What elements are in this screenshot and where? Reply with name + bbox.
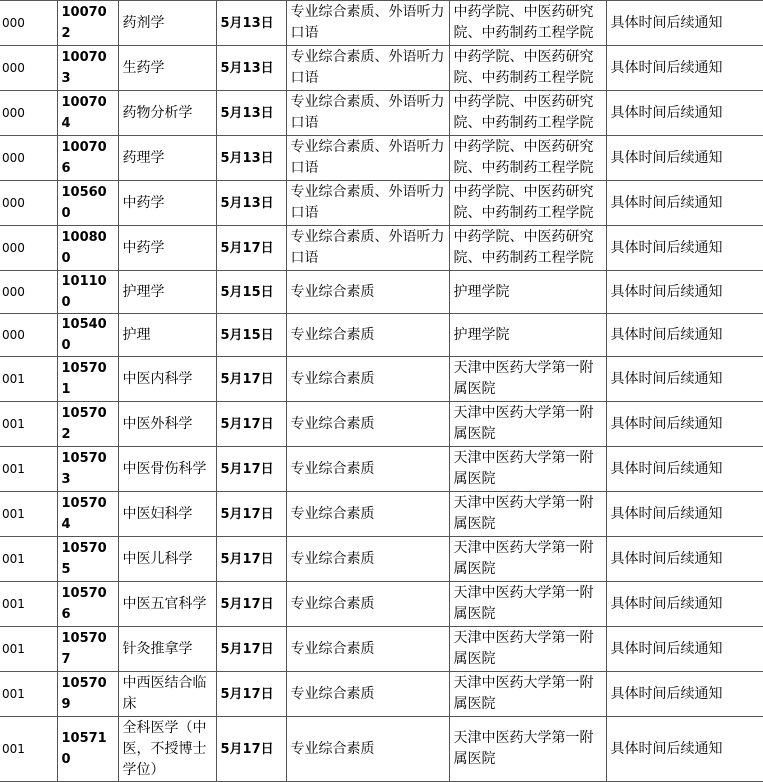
notice-cell: 具体时间后续通知 <box>606 226 763 271</box>
major-code-cell: 100702 <box>57 1 118 46</box>
table-row <box>0 271 763 314</box>
table-row <box>0 537 763 582</box>
exam-content-cell: 专业综合素质 <box>286 447 449 492</box>
major-name-cell: 中医外科学 <box>118 402 216 447</box>
notice-cell: 具体时间后续通知 <box>606 402 763 447</box>
date-cell: 5月13日 <box>216 91 286 136</box>
unit-code-cell: 001 <box>0 537 57 582</box>
major-name-cell: 全科医学（中医，不授博士学位） <box>118 717 216 782</box>
table-row <box>0 1 763 46</box>
notice-cell: 具体时间后续通知 <box>606 181 763 226</box>
college-cell: 天津中医药大学第一附属医院 <box>449 672 606 717</box>
unit-code-cell: 000 <box>0 46 57 91</box>
major-name-cell: 中药学 <box>118 181 216 226</box>
unit-code-cell: 001 <box>0 672 57 717</box>
college-cell: 中药学院、中医药研究院、中药制药工程学院 <box>449 226 606 271</box>
notice-cell: 具体时间后续通知 <box>606 357 763 402</box>
exam-content-cell: 专业综合素质、外语听力口语 <box>286 226 449 271</box>
date-cell: 5月17日 <box>216 672 286 717</box>
major-name-cell: 药理学 <box>118 136 216 181</box>
major-name-cell: 针灸推拿学 <box>118 627 216 672</box>
notice-cell: 具体时间后续通知 <box>606 537 763 582</box>
major-name-cell: 中西医结合临床 <box>118 672 216 717</box>
exam-content-cell: 专业综合素质 <box>286 357 449 402</box>
notice-cell: 具体时间后续通知 <box>606 717 763 782</box>
exam-content-cell: 专业综合素质 <box>286 672 449 717</box>
exam-content-cell: 专业综合素质 <box>286 717 449 782</box>
notice-cell: 具体时间后续通知 <box>606 582 763 627</box>
date-cell: 5月13日 <box>216 136 286 181</box>
major-code-cell: 105710 <box>57 717 118 782</box>
notice-cell: 具体时间后续通知 <box>606 447 763 492</box>
date-cell: 5月17日 <box>216 627 286 672</box>
date-cell: 5月17日 <box>216 492 286 537</box>
major-code-cell: 105703 <box>57 447 118 492</box>
date-cell: 5月15日 <box>216 314 286 357</box>
date-cell: 5月17日 <box>216 717 286 782</box>
exam-content-cell: 专业综合素质 <box>286 492 449 537</box>
notice-cell: 具体时间后续通知 <box>606 271 763 314</box>
unit-code-cell: 001 <box>0 492 57 537</box>
college-cell: 中药学院、中医药研究院、中药制药工程学院 <box>449 181 606 226</box>
exam-content-cell: 专业综合素质、外语听力口语 <box>286 136 449 181</box>
major-code-cell: 105702 <box>57 402 118 447</box>
major-name-cell: 中医内科学 <box>118 357 216 402</box>
unit-code-cell: 000 <box>0 136 57 181</box>
unit-code-cell: 001 <box>0 717 57 782</box>
major-name-cell: 中医五官科学 <box>118 582 216 627</box>
exam-content-cell: 专业综合素质、外语听力口语 <box>286 181 449 226</box>
notice-cell: 具体时间后续通知 <box>606 492 763 537</box>
major-name-cell: 中药学 <box>118 226 216 271</box>
major-code-cell: 100704 <box>57 91 118 136</box>
major-name-cell: 中医儿科学 <box>118 537 216 582</box>
college-cell: 中药学院、中医药研究院、中药制药工程学院 <box>449 1 606 46</box>
table-row <box>0 402 763 447</box>
major-name-cell: 药物分析学 <box>118 91 216 136</box>
major-code-cell: 105600 <box>57 181 118 226</box>
table-row <box>0 582 763 627</box>
college-cell: 护理学院 <box>449 271 606 314</box>
exam-content-cell: 专业综合素质 <box>286 627 449 672</box>
major-code-cell: 100703 <box>57 46 118 91</box>
major-name-cell: 中医妇科学 <box>118 492 216 537</box>
college-cell: 天津中医药大学第一附属医院 <box>449 627 606 672</box>
notice-cell: 具体时间后续通知 <box>606 46 763 91</box>
date-cell: 5月17日 <box>216 226 286 271</box>
major-name-cell: 中医骨伤科学 <box>118 447 216 492</box>
table-row <box>0 226 763 271</box>
table-row <box>0 314 763 357</box>
date-cell: 5月17日 <box>216 357 286 402</box>
date-cell: 5月17日 <box>216 447 286 492</box>
date-cell: 5月13日 <box>216 46 286 91</box>
table-row <box>0 492 763 537</box>
unit-code-cell: 001 <box>0 447 57 492</box>
major-code-cell: 105706 <box>57 582 118 627</box>
college-cell: 天津中医药大学第一附属医院 <box>449 717 606 782</box>
table-row <box>0 717 763 782</box>
table-row <box>0 627 763 672</box>
table-row <box>0 181 763 226</box>
notice-cell: 具体时间后续通知 <box>606 314 763 357</box>
unit-code-cell: 000 <box>0 314 57 357</box>
date-cell: 5月17日 <box>216 402 286 447</box>
unit-code-cell: 001 <box>0 402 57 447</box>
unit-code-cell: 000 <box>0 181 57 226</box>
college-cell: 天津中医药大学第一附属医院 <box>449 357 606 402</box>
college-cell: 护理学院 <box>449 314 606 357</box>
college-cell: 中药学院、中医药研究院、中药制药工程学院 <box>449 91 606 136</box>
exam-content-cell: 专业综合素质 <box>286 582 449 627</box>
college-cell: 中药学院、中医药研究院、中药制药工程学院 <box>449 46 606 91</box>
exam-content-cell: 专业综合素质、外语听力口语 <box>286 46 449 91</box>
table-row <box>0 357 763 402</box>
major-code-cell: 101100 <box>57 271 118 314</box>
major-name-cell: 护理学 <box>118 271 216 314</box>
major-name-cell: 护理 <box>118 314 216 357</box>
major-code-cell: 105707 <box>57 627 118 672</box>
unit-code-cell: 001 <box>0 627 57 672</box>
notice-cell: 具体时间后续通知 <box>606 136 763 181</box>
major-code-cell: 105400 <box>57 314 118 357</box>
date-cell: 5月17日 <box>216 537 286 582</box>
table-row <box>0 672 763 717</box>
date-cell: 5月13日 <box>216 181 286 226</box>
college-cell: 天津中医药大学第一附属医院 <box>449 537 606 582</box>
unit-code-cell: 001 <box>0 582 57 627</box>
exam-content-cell: 专业综合素质 <box>286 537 449 582</box>
notice-cell: 具体时间后续通知 <box>606 627 763 672</box>
date-cell: 5月13日 <box>216 1 286 46</box>
major-name-cell: 药剂学 <box>118 1 216 46</box>
exam-content-cell: 专业综合素质 <box>286 402 449 447</box>
date-cell: 5月15日 <box>216 271 286 314</box>
college-cell: 中药学院、中医药研究院、中药制药工程学院 <box>449 136 606 181</box>
college-cell: 天津中医药大学第一附属医院 <box>449 582 606 627</box>
table-body <box>0 1 763 782</box>
unit-code-cell: 001 <box>0 357 57 402</box>
unit-code-cell: 000 <box>0 226 57 271</box>
exam-content-cell: 专业综合素质 <box>286 271 449 314</box>
major-code-cell: 105709 <box>57 672 118 717</box>
date-cell: 5月17日 <box>216 582 286 627</box>
major-code-cell: 105701 <box>57 357 118 402</box>
unit-code-cell: 000 <box>0 271 57 314</box>
exam-content-cell: 专业综合素质、外语听力口语 <box>286 91 449 136</box>
exam-content-cell: 专业综合素质 <box>286 314 449 357</box>
notice-cell: 具体时间后续通知 <box>606 91 763 136</box>
unit-code-cell: 000 <box>0 91 57 136</box>
college-cell: 天津中医药大学第一附属医院 <box>449 447 606 492</box>
notice-cell: 具体时间后续通知 <box>606 1 763 46</box>
major-code-cell: 105705 <box>57 537 118 582</box>
college-cell: 天津中医药大学第一附属医院 <box>449 492 606 537</box>
exam-content-cell: 专业综合素质、外语听力口语 <box>286 1 449 46</box>
college-cell: 天津中医药大学第一附属医院 <box>449 402 606 447</box>
unit-code-cell: 000 <box>0 1 57 46</box>
major-code-cell: 100800 <box>57 226 118 271</box>
table-row <box>0 136 763 181</box>
major-code-cell: 100706 <box>57 136 118 181</box>
table-row <box>0 91 763 136</box>
table-row <box>0 447 763 492</box>
major-name-cell: 生药学 <box>118 46 216 91</box>
major-code-cell: 105704 <box>57 492 118 537</box>
notice-cell: 具体时间后续通知 <box>606 672 763 717</box>
table-row <box>0 46 763 91</box>
